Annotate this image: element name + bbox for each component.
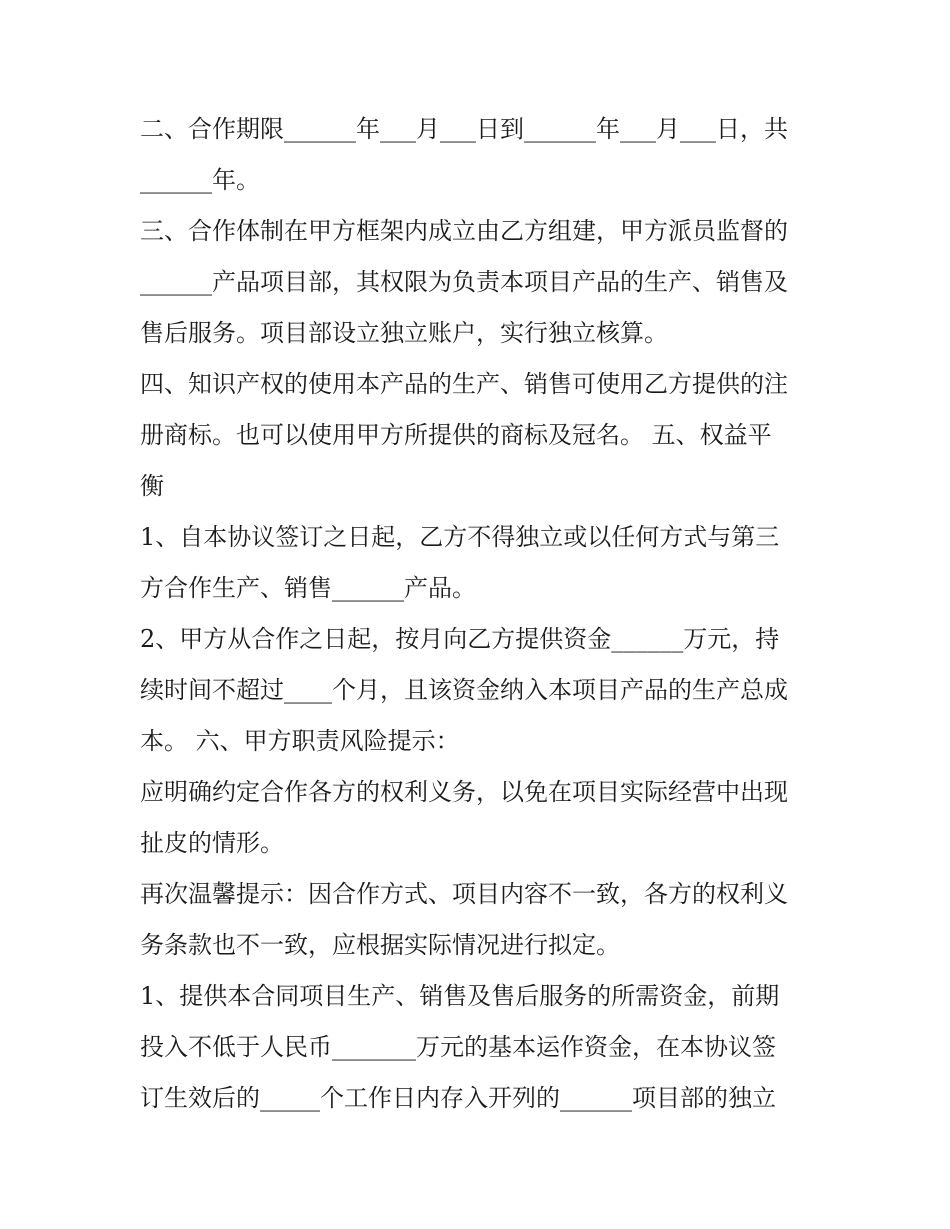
text-line: 2、甲方从合作之日起，按月向乙方提供资金______万元，持 bbox=[140, 625, 780, 653]
document-body bbox=[140, 104, 820, 1124]
text-line: 二、合作期限______年___月___日到______年___月___日，共 bbox=[140, 115, 788, 143]
text-line: 1、自本协议签订之日起，乙方不得独立或以任何方式与第三 bbox=[140, 523, 780, 551]
text-line: ______产品项目部，其权限为负责本项目产品的生产、销售及 bbox=[140, 268, 788, 296]
text-line: 再次温馨提示：因合作方式、项目内容不一致，各方的权利义 bbox=[140, 880, 788, 908]
text-line: 四、知识产权的使用本产品的生产、销售可使用乙方提供的注 bbox=[140, 370, 788, 398]
text-line: 本。 六、甲方职责风险提示： bbox=[140, 727, 460, 755]
text-line: 应明确约定合作各方的权利义务，以免在项目实际经营中出现 bbox=[140, 778, 788, 806]
text-line: 订生效后的_____个工作日内存入开列的______项目部的独立 bbox=[140, 1084, 776, 1112]
text-line: 方合作生产、销售______产品。 bbox=[140, 574, 476, 602]
text-line: ______年。 bbox=[140, 166, 260, 194]
text-line: 投入不低于人民币_______万元的基本运作资金，在本协议签 bbox=[140, 1033, 776, 1061]
text-line: 扯皮的情形。 bbox=[140, 829, 284, 857]
text-line: 衡 bbox=[140, 472, 164, 500]
text-line: 册商标。也可以使用甲方所提供的商标及冠名。 五、权益平 bbox=[140, 421, 772, 449]
text-line: 1、提供本合同项目生产、销售及售后服务的所需资金，前期 bbox=[140, 982, 780, 1010]
text-line: 售后服务。项目部设立独立账户，实行独立核算。 bbox=[140, 319, 668, 347]
text-line: 续时间不超过____个月，且该资金纳入本项目产品的生产总成 bbox=[140, 676, 788, 704]
text-line: 务条款也不一致，应根据实际情况进行拟定。 bbox=[140, 931, 620, 959]
text-line: 三、合作体制在甲方框架内成立由乙方组建，甲方派员监督的 bbox=[140, 217, 788, 245]
